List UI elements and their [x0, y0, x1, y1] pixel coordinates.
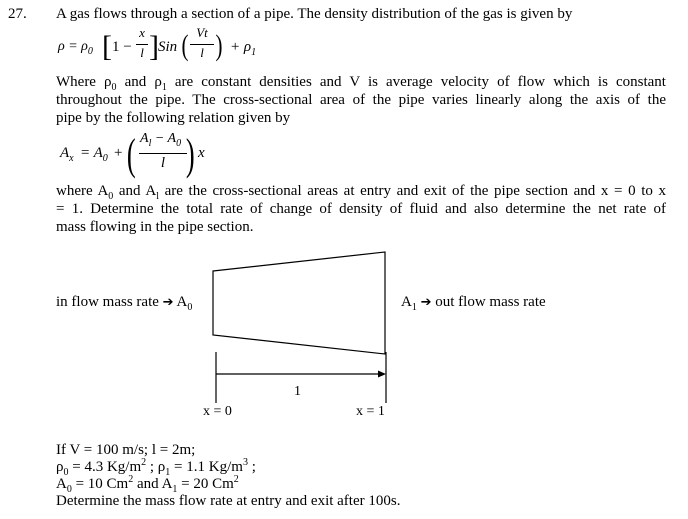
- where-paragraph-2: where $A_0$ and $A_l$ are the cross-sectional areas at entry and exit of the pipe section and x = 0 to x = 1. Determine the total rate of change of density of fluid and also determine the net rate of mass flowing in the pipe section.: [56, 183, 666, 235]
- outflow-label: $A_1$ ➔ out flow mass rate: [401, 294, 546, 313]
- inflow-label: in flow mass rate ➔ $A_0$: [56, 294, 193, 313]
- intro-text: A gas flows through a section of a pipe. The density distribution of the gas is given by: [56, 6, 573, 22]
- x1-label: x = 1: [356, 404, 385, 419]
- outflow-arrow-icon: ➔: [420, 295, 432, 310]
- given-values: [56, 442, 400, 510]
- x0-label: x = 0: [203, 404, 232, 419]
- length-label: 1: [294, 384, 301, 399]
- inflow-arrow-icon: ➔: [162, 295, 174, 310]
- length-arrow-head: [378, 371, 386, 378]
- given-densities: $\rho_0 = 4.3$ $Kg/m^2$ ; $\rho_1 = 1.1$ $Kg/m^3$ ;: [56, 457, 256, 478]
- question-number: 27.: [8, 6, 27, 22]
- a0-label: $A_0$: [176, 294, 193, 313]
- given-areas: $A_0 = 10$ Cm$^2$ and $A_1 = 20$ Cm$^2$: [56, 474, 239, 495]
- a1-label: $A_1$: [401, 294, 417, 313]
- given-line-1: If V = 100 m/s; l = 2m;: [56, 442, 196, 458]
- pipe-section-shape: [213, 252, 385, 354]
- final-instruction: Determine the mass flow rate at entry and exit after 100s.: [56, 493, 401, 509]
- where-paragraph-1: Where $\rho_0$ and $\rho_1$ are constant densities and V is average velocity of flow which is constant throughout the pipe. The cross-sectional area of the pipe varies linearly along the axis of the pipe by the following relation given by: [56, 74, 666, 126]
